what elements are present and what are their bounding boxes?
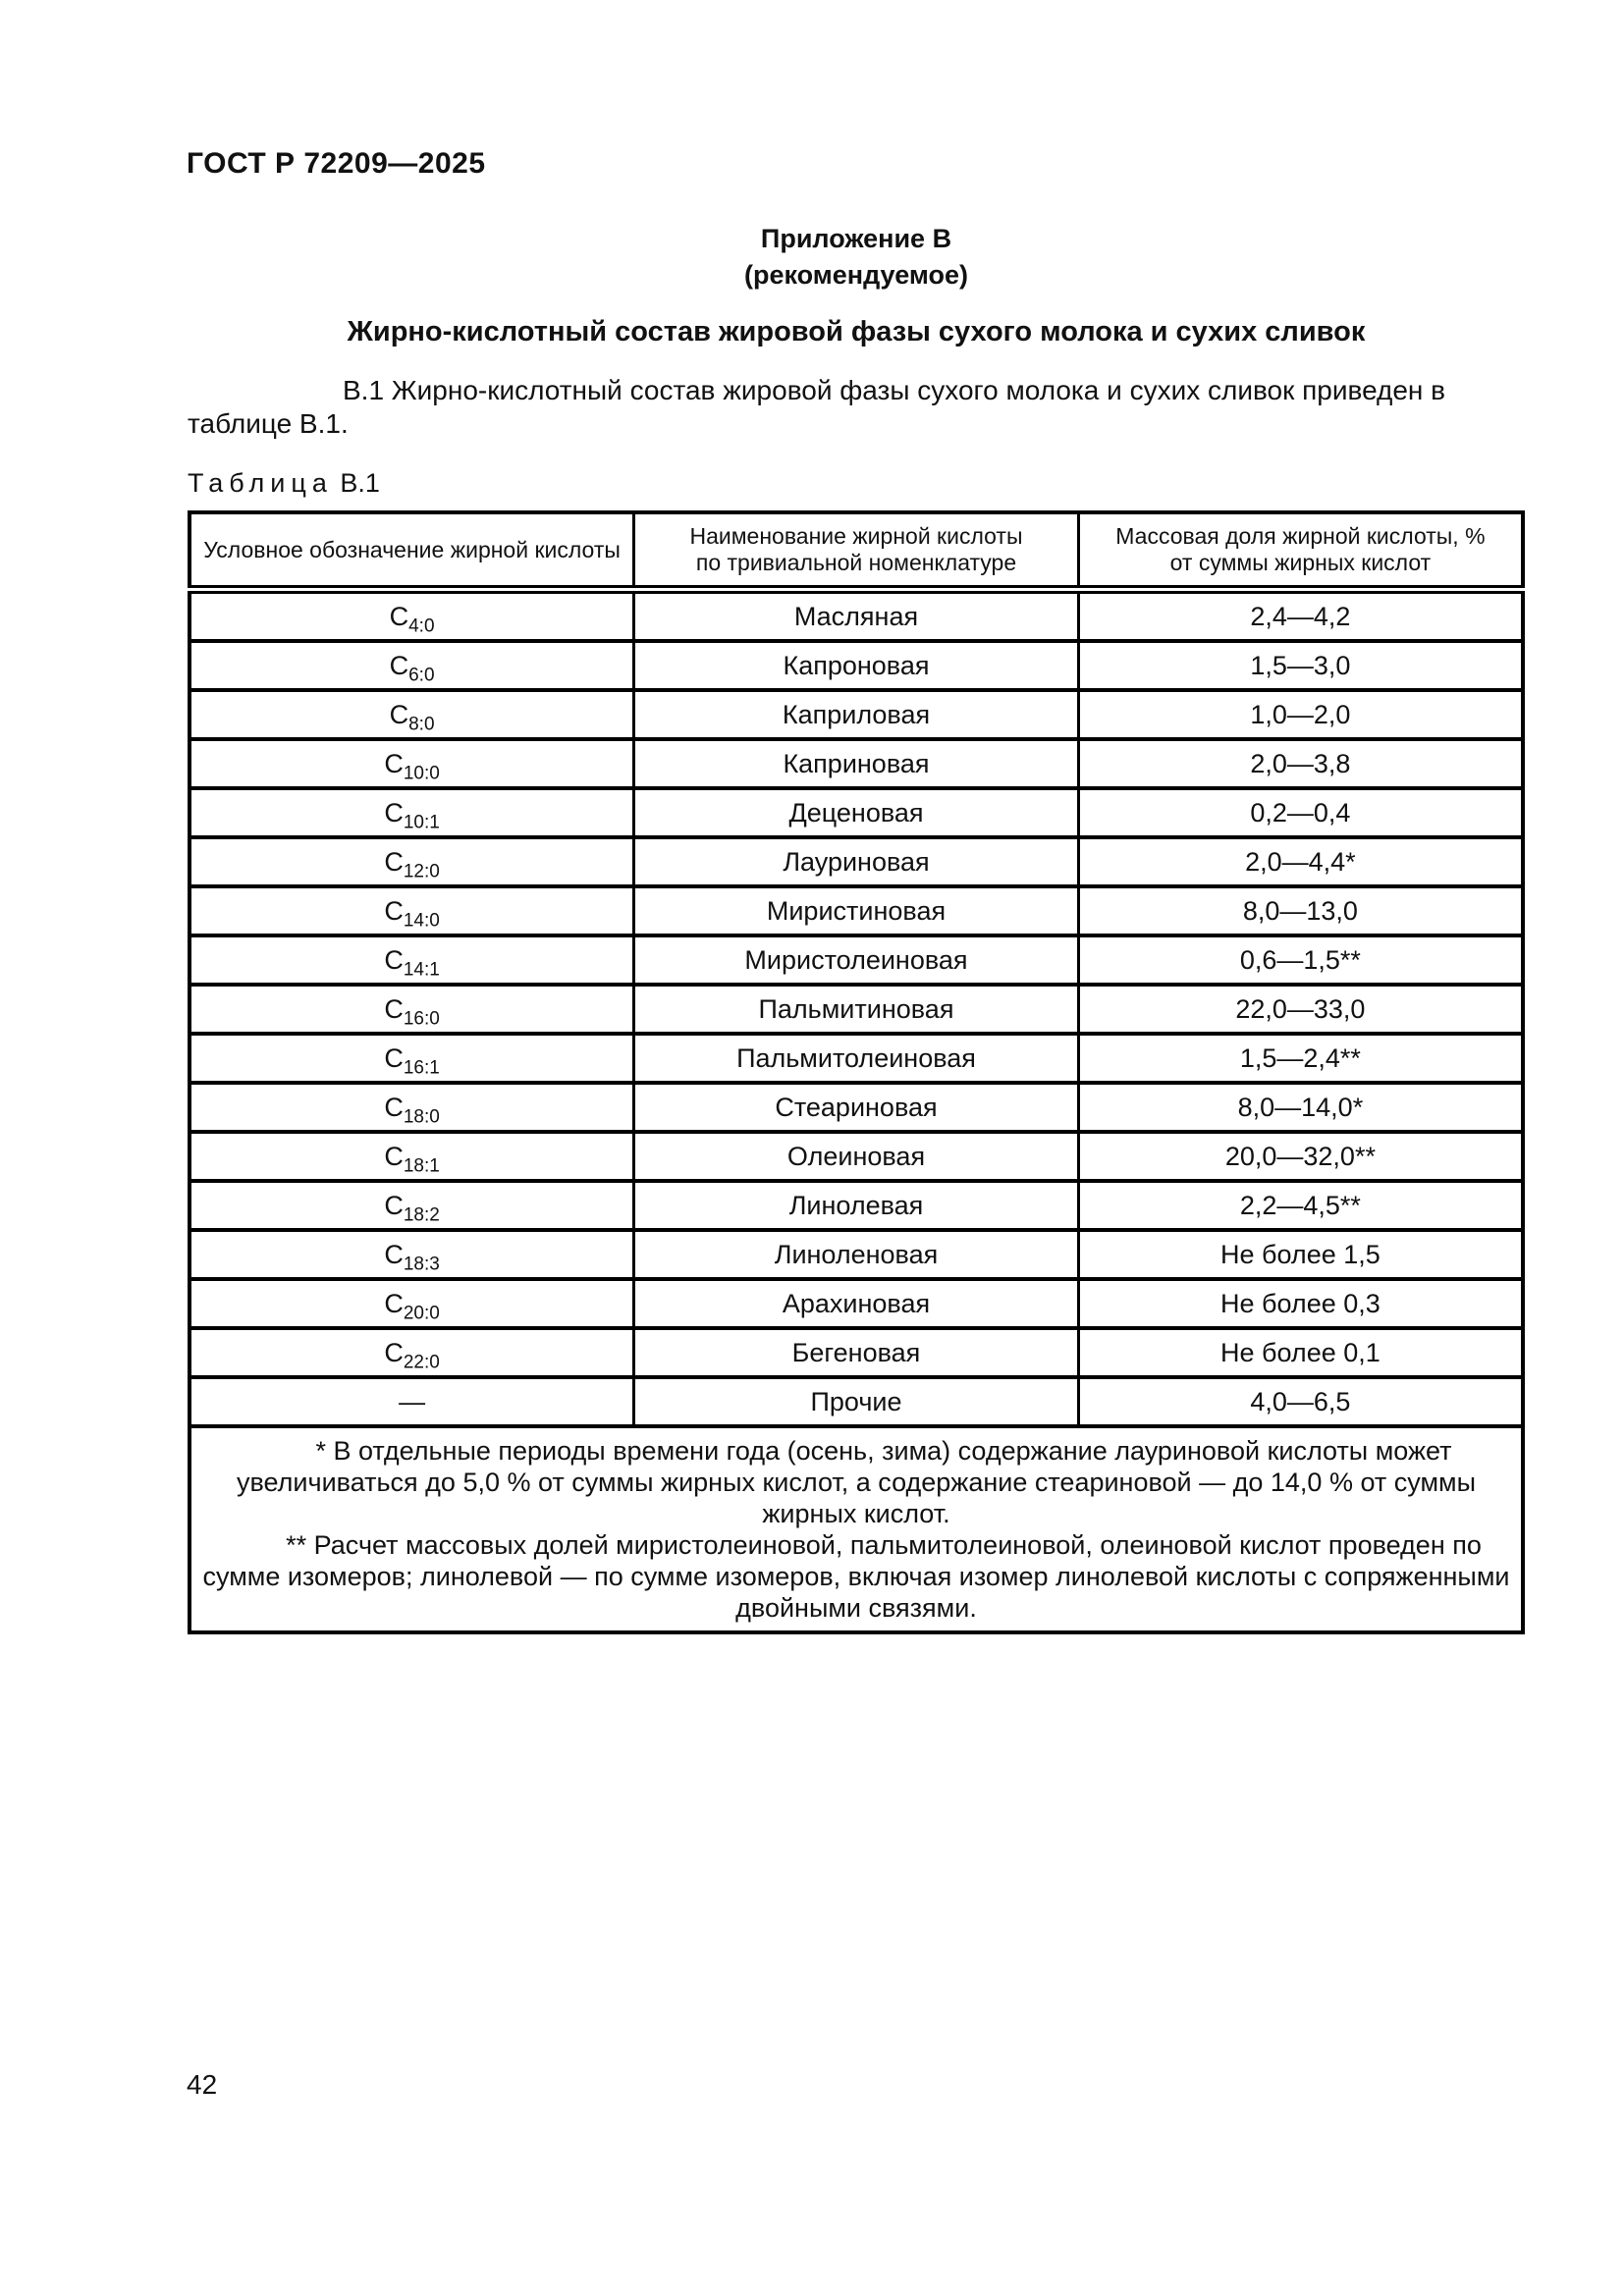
cell-name: Миристиновая xyxy=(634,886,1079,935)
cell-symbol: $C_{18:3}$ xyxy=(189,1230,634,1279)
cell-symbol: $C_{4:0}$ xyxy=(189,590,634,642)
cell-symbol: $C_{16:1}$ xyxy=(189,1034,634,1083)
table-row xyxy=(189,1181,1523,1230)
page-content xyxy=(188,0,1525,1634)
table-row xyxy=(189,1230,1523,1279)
footnote-1: * В отдельные периоды времени года (осень, зима) содержание лауриновой кислоты может увеличиваться до 5,0 % от суммы жирных кислот, а содержание стеариновой — до 14,0 % от суммы жирных кислот. xyxy=(237,1436,1476,1528)
cell-symbol: $C_{20:0}$ xyxy=(189,1279,634,1328)
table-caption-number: В.1 xyxy=(340,468,380,498)
table-row xyxy=(189,690,1523,739)
table-row xyxy=(189,739,1523,788)
cell-symbol: $C_{12:0}$ xyxy=(189,837,634,886)
cell-symbol: $C_{16:0}$ xyxy=(189,985,634,1034)
header-name: Наименование жирной кислоты по тривиальной номенклатуре xyxy=(634,512,1079,590)
cell-name: Арахиновая xyxy=(634,1279,1079,1328)
cell-symbol: — xyxy=(189,1377,634,1426)
table-row xyxy=(189,1328,1523,1377)
table-row xyxy=(189,837,1523,886)
fatty-acid-table xyxy=(188,510,1525,1634)
header-value: Массовая доля жирной кислоты, % от суммы жирных кислот xyxy=(1078,512,1523,590)
table-footnote-row xyxy=(189,1426,1523,1632)
cell-name: Миристолеиновая xyxy=(634,935,1079,985)
cell-name: Каприновая xyxy=(634,739,1079,788)
cell-name: Пальмитолеиновая xyxy=(634,1034,1079,1083)
table-row xyxy=(189,1034,1523,1083)
page-number: 42 xyxy=(187,2069,218,2100)
cell-value: Не более 0,1 xyxy=(1078,1328,1523,1377)
appendix-type: (рекомендуемое) xyxy=(744,260,968,290)
cell-value: 1,5—3,0 xyxy=(1078,641,1523,690)
table-row xyxy=(189,1132,1523,1181)
cell-name: Линоленовая xyxy=(634,1230,1079,1279)
table-row xyxy=(189,1279,1523,1328)
table-row xyxy=(189,985,1523,1034)
cell-value: Не более 0,3 xyxy=(1078,1279,1523,1328)
cell-symbol: $C_{10:1}$ xyxy=(189,788,634,837)
paragraph-b1: В.1 Жирно-кислотный состав жировой фазы сухого молока и сухих сливок приведен в таблице В.1. xyxy=(188,375,1446,439)
cell-name: Деценовая xyxy=(634,788,1079,837)
cell-value: 2,2—4,5** xyxy=(1078,1181,1523,1230)
cell-name: Линолевая xyxy=(634,1181,1079,1230)
table-row xyxy=(189,641,1523,690)
cell-value: 1,5—2,4** xyxy=(1078,1034,1523,1083)
cell-symbol: $C_{6:0}$ xyxy=(189,641,634,690)
header-symbol: Условное обозначение жирной кислоты xyxy=(189,512,634,590)
cell-name: Бегеновая xyxy=(634,1328,1079,1377)
cell-value: Не более 1,5 xyxy=(1078,1230,1523,1279)
cell-name: Каприловая xyxy=(634,690,1079,739)
cell-value: 8,0—13,0 xyxy=(1078,886,1523,935)
table-row xyxy=(189,1083,1523,1132)
cell-symbol: $C_{8:0}$ xyxy=(189,690,634,739)
cell-name: Масляная xyxy=(634,590,1079,642)
cell-name: Олеиновая xyxy=(634,1132,1079,1181)
cell-name: Пальмитиновая xyxy=(634,985,1079,1034)
cell-value: 4,0—6,5 xyxy=(1078,1377,1523,1426)
doc-number: ГОСТ Р 72209—2025 xyxy=(187,147,486,180)
table-row xyxy=(189,788,1523,837)
cell-value: 0,6—1,5** xyxy=(1078,935,1523,985)
cell-symbol: $C_{18:1}$ xyxy=(189,1132,634,1181)
table-caption xyxy=(188,468,1525,499)
cell-value: 22,0—33,0 xyxy=(1078,985,1523,1034)
cell-symbol: $C_{22:0}$ xyxy=(189,1328,634,1377)
footnote-2: ** Расчет массовых долей миристолеиновой, пальмитолеиновой, олеиновой кислот проведен по сумме изомеров; линолевой — по сумме изомеров, включая изомер линолевой кислоты с сопряженными двойными связями. xyxy=(202,1530,1510,1623)
appendix-label: Приложение В xyxy=(760,224,952,253)
table-header-row xyxy=(189,512,1523,590)
cell-symbol: $C_{14:0}$ xyxy=(189,886,634,935)
cell-value: 20,0—32,0** xyxy=(1078,1132,1523,1181)
cell-name: Прочие xyxy=(634,1377,1079,1426)
cell-name: Капроновая xyxy=(634,641,1079,690)
table-footnotes xyxy=(189,1426,1523,1632)
table-row xyxy=(189,935,1523,985)
table-caption-word: Таблица xyxy=(188,468,333,498)
cell-value: 2,0—3,8 xyxy=(1078,739,1523,788)
table-row xyxy=(189,886,1523,935)
appendix-title: Жирно-кислотный состав жировой фазы сухого молока и сухих сливок xyxy=(347,316,1366,347)
cell-name: Стеариновая xyxy=(634,1083,1079,1132)
table-row xyxy=(189,590,1523,642)
cell-name: Лауриновая xyxy=(634,837,1079,886)
cell-symbol: $C_{14:1}$ xyxy=(189,935,634,985)
cell-value: 8,0—14,0* xyxy=(1078,1083,1523,1132)
cell-value: 0,2—0,4 xyxy=(1078,788,1523,837)
cell-symbol: $C_{10:0}$ xyxy=(189,739,634,788)
cell-value: 2,0—4,4* xyxy=(1078,837,1523,886)
cell-symbol: $C_{18:0}$ xyxy=(189,1083,634,1132)
table-row xyxy=(189,1377,1523,1426)
cell-symbol: $C_{18:2}$ xyxy=(189,1181,634,1230)
cell-value: 1,0—2,0 xyxy=(1078,690,1523,739)
cell-value: 2,4—4,2 xyxy=(1078,590,1523,642)
